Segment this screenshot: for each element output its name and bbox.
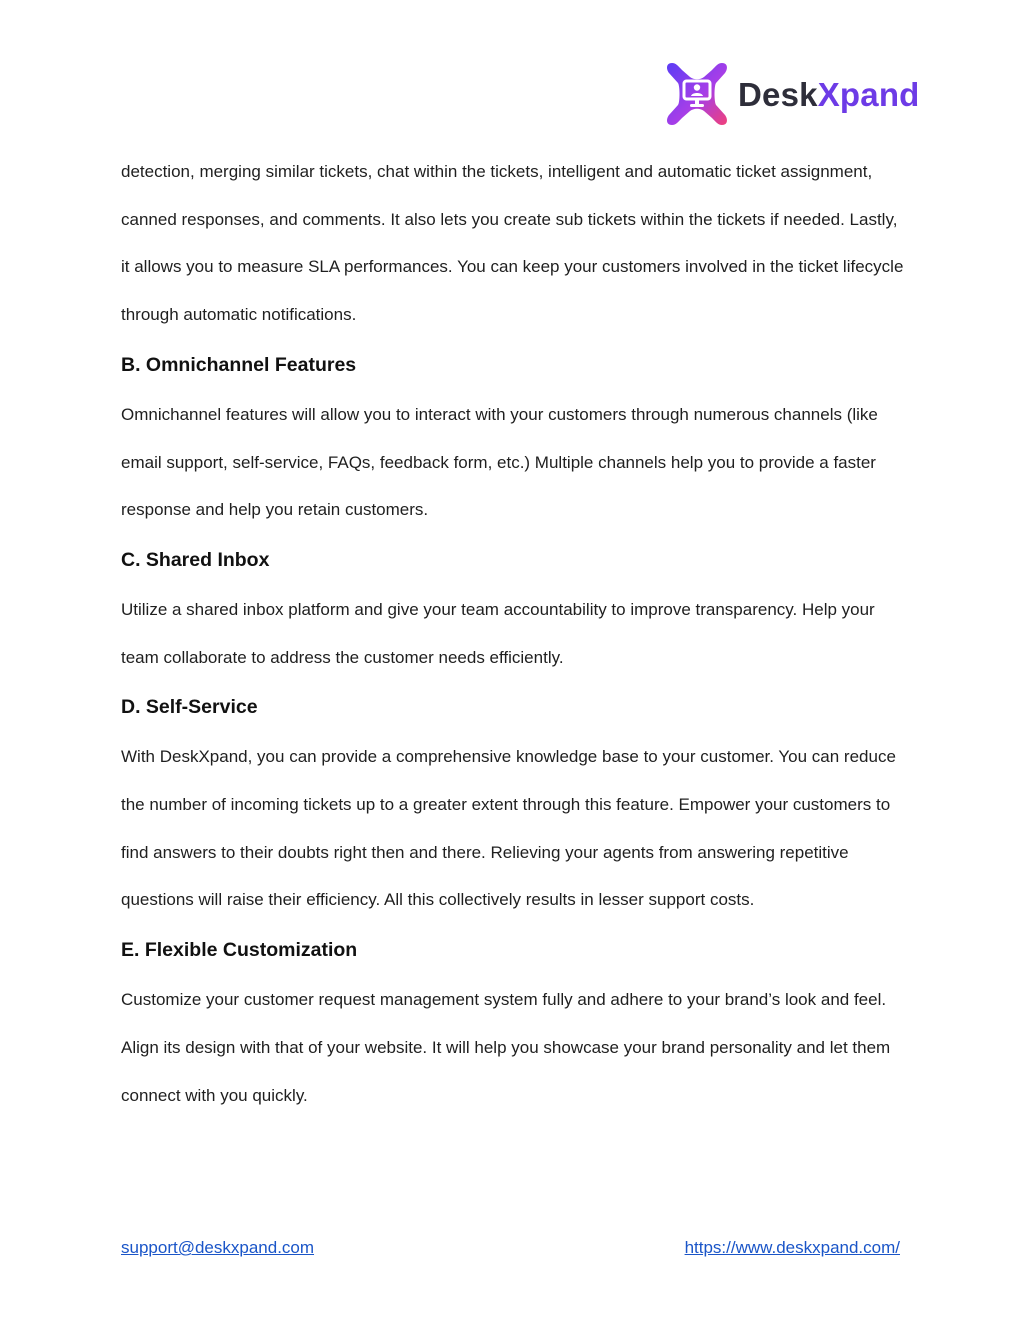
section-text-shared-inbox: Utilize a shared inbox platform and give your team accountability to improve transparency. Help your team collaborate to address the customer needs efficiently. [121,599,875,667]
brand-logo [664,60,944,128]
brand-name-part1: Desk [738,75,818,113]
brand-name [738,75,920,113]
brand-name-part2: Xpand [817,75,920,113]
intro-paragraph: detection, merging similar tickets, chat within the tickets, intelligent and automatic ticket assignment, canned responses, and comments. It also lets you create sub tickets within the tickets if needed. Lastly, it allows you to measure SLA performances. You can keep your customers involved in the ticket lifecycle through automatic notifications. [121,162,904,325]
support-email-link[interactable]: support@deskxpand.com [121,1238,315,1257]
section-text-omnichannel: Omnichannel features will allow you to interact with your customers through numerous channels (like email support, self-service, FAQs, feedback form, etc.) Multiple channels help you to provide a faster response and help you retain customers. [121,404,878,520]
section-heading-shared-inbox: C. Shared Inbox [121,548,270,571]
website-link[interactable]: https://www.deskxpand.com/ [684,1238,900,1257]
section-heading-self-service: D. Self-Service [121,696,258,719]
section-text-customization: Customize your customer request management system fully and adhere to your brand’s look and feel. Align its design with that of your website. It will help you showcase your brand personality and let them connect with you quickly. [121,990,891,1105]
monitor-user-icon [664,61,730,127]
section-heading-customization: E. Flexible Customization [121,939,358,962]
section-heading-omnichannel: B. Omnichannel Features [121,353,357,376]
section-text-self-service: With DeskXpand, you can provide a comprehensive knowledge base to your customer. You can reduce the number of incoming tickets up to a greater extent through this feature. Empower your customers to find answers to their doubts right then and there. Relieving your agents from answering repetitive questions will raise their efficiency. All this collectively results in lesser support costs. [121,747,896,910]
document-body [121,148,907,1119]
